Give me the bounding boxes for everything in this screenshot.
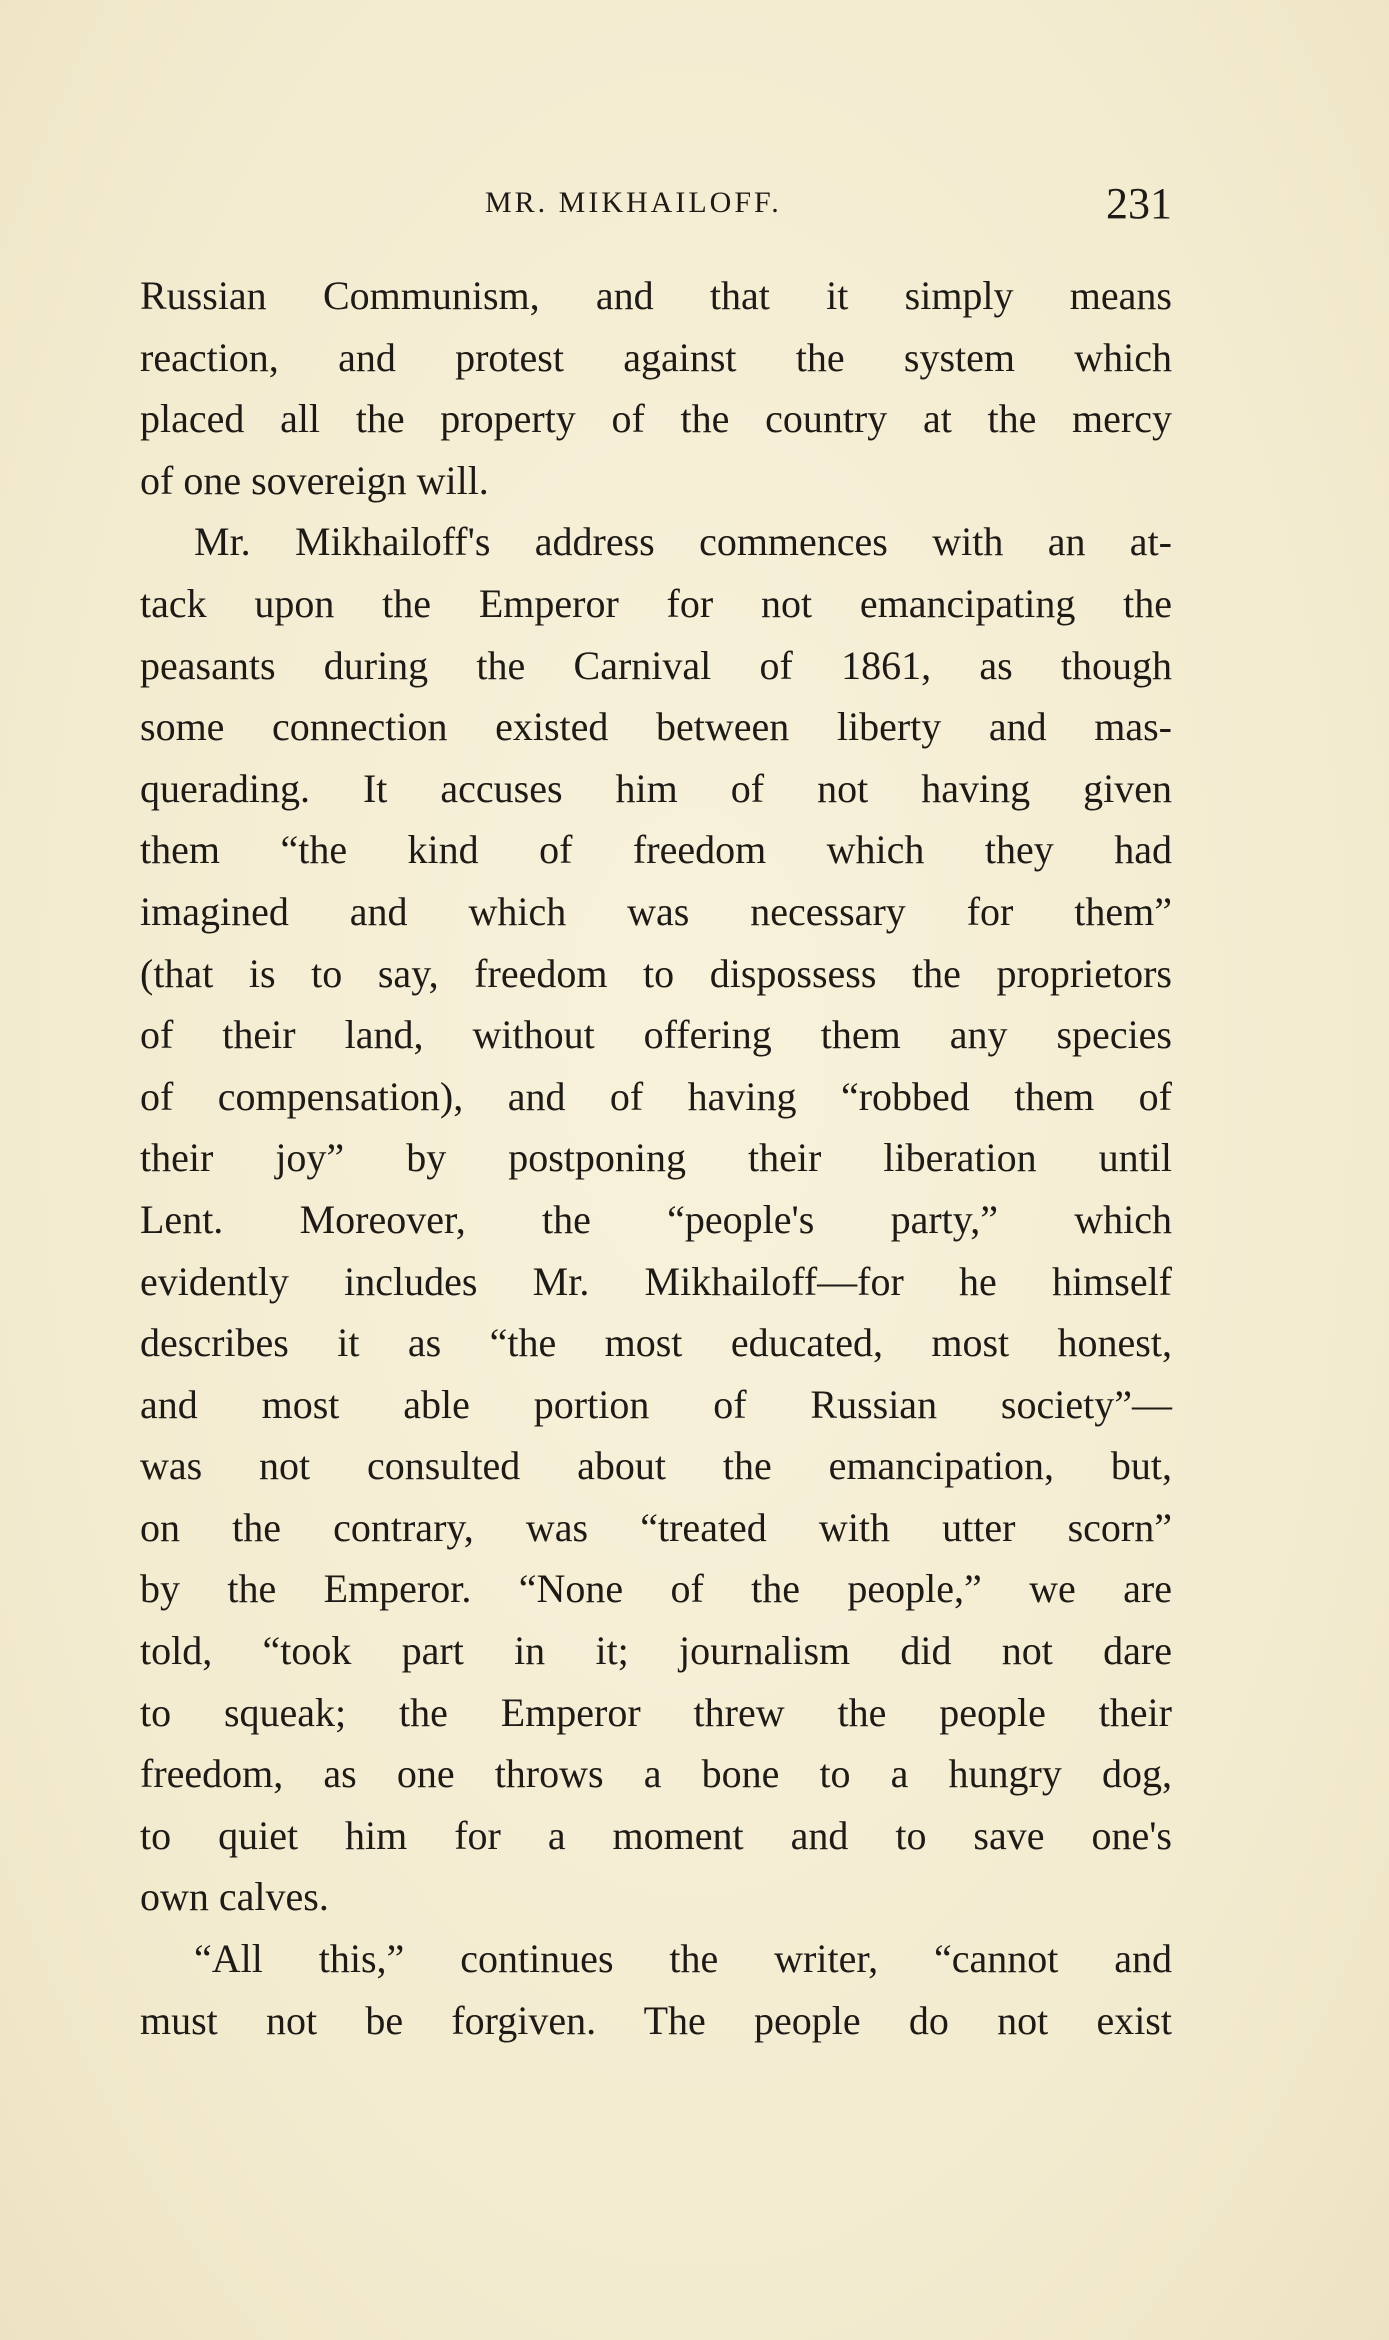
text-line: by the Emperor. “None of the people,” we are <box>140 1566 1172 1612</box>
text-line: “All this,” continues the writer, “cannot and <box>194 1936 1172 1982</box>
text-line: tack upon the Emperor for not emancipating the <box>140 580 1172 626</box>
text-line: was not consulted about the emancipation, but, <box>140 1443 1172 1489</box>
text-line: some connection existed between liberty and mas- <box>140 704 1172 750</box>
text-line: imagined and which was necessary for them” <box>140 888 1172 934</box>
text-line: querading. It accuses him of not having given <box>140 765 1172 811</box>
text-line: to quiet him for a moment and to save one's <box>140 1812 1172 1858</box>
text-line: describes it as “the most educated, most honest, <box>140 1320 1172 1366</box>
running-head-title: MR. MIKHAILOFF. <box>485 186 782 219</box>
text-line: placed all the property of the country at the mercy <box>140 396 1172 442</box>
text-line: Mr. Mikhailoff's address commences with an at- <box>194 519 1172 565</box>
text-line: evidently includes Mr. Mikhailoff—for he himself <box>140 1258 1172 1304</box>
text-line: Lent. Moreover, the “people's party,” which <box>140 1196 1172 1242</box>
text-line: own calves. <box>140 1874 329 1920</box>
body-text <box>140 265 1172 2051</box>
text-line: of their land, without offering them any species <box>140 1012 1172 1058</box>
text-line: reaction, and protest against the system which <box>140 334 1172 380</box>
text-line: of compensation), and of having “robbed them of <box>140 1073 1172 1119</box>
text-line: and most able portion of Russian society”— <box>140 1381 1172 1427</box>
text-line: told, “took part in it; journalism did not dare <box>140 1628 1172 1674</box>
text-line: them “the kind of freedom which they had <box>140 827 1172 873</box>
text-line: of one sovereign will. <box>140 457 489 503</box>
text-line: Russian Communism, and that it simply means <box>140 273 1172 318</box>
text-line: must not be forgiven. The people do not exist <box>140 1997 1172 2043</box>
running-head <box>140 178 1172 238</box>
page-number: 231 <box>1106 179 1172 228</box>
text-line: freedom, as one throws a bone to a hungry dog, <box>140 1751 1172 1797</box>
text-line: their joy” by postponing their liberation until <box>140 1135 1172 1181</box>
text-line: (that is to say, freedom to dispossess the proprietors <box>140 950 1172 996</box>
text-line: on the contrary, was “treated with utter scorn” <box>140 1504 1172 1550</box>
text-line: to squeak; the Emperor threw the people their <box>140 1689 1172 1735</box>
text-line: peasants during the Carnival of 1861, as though <box>140 642 1172 688</box>
